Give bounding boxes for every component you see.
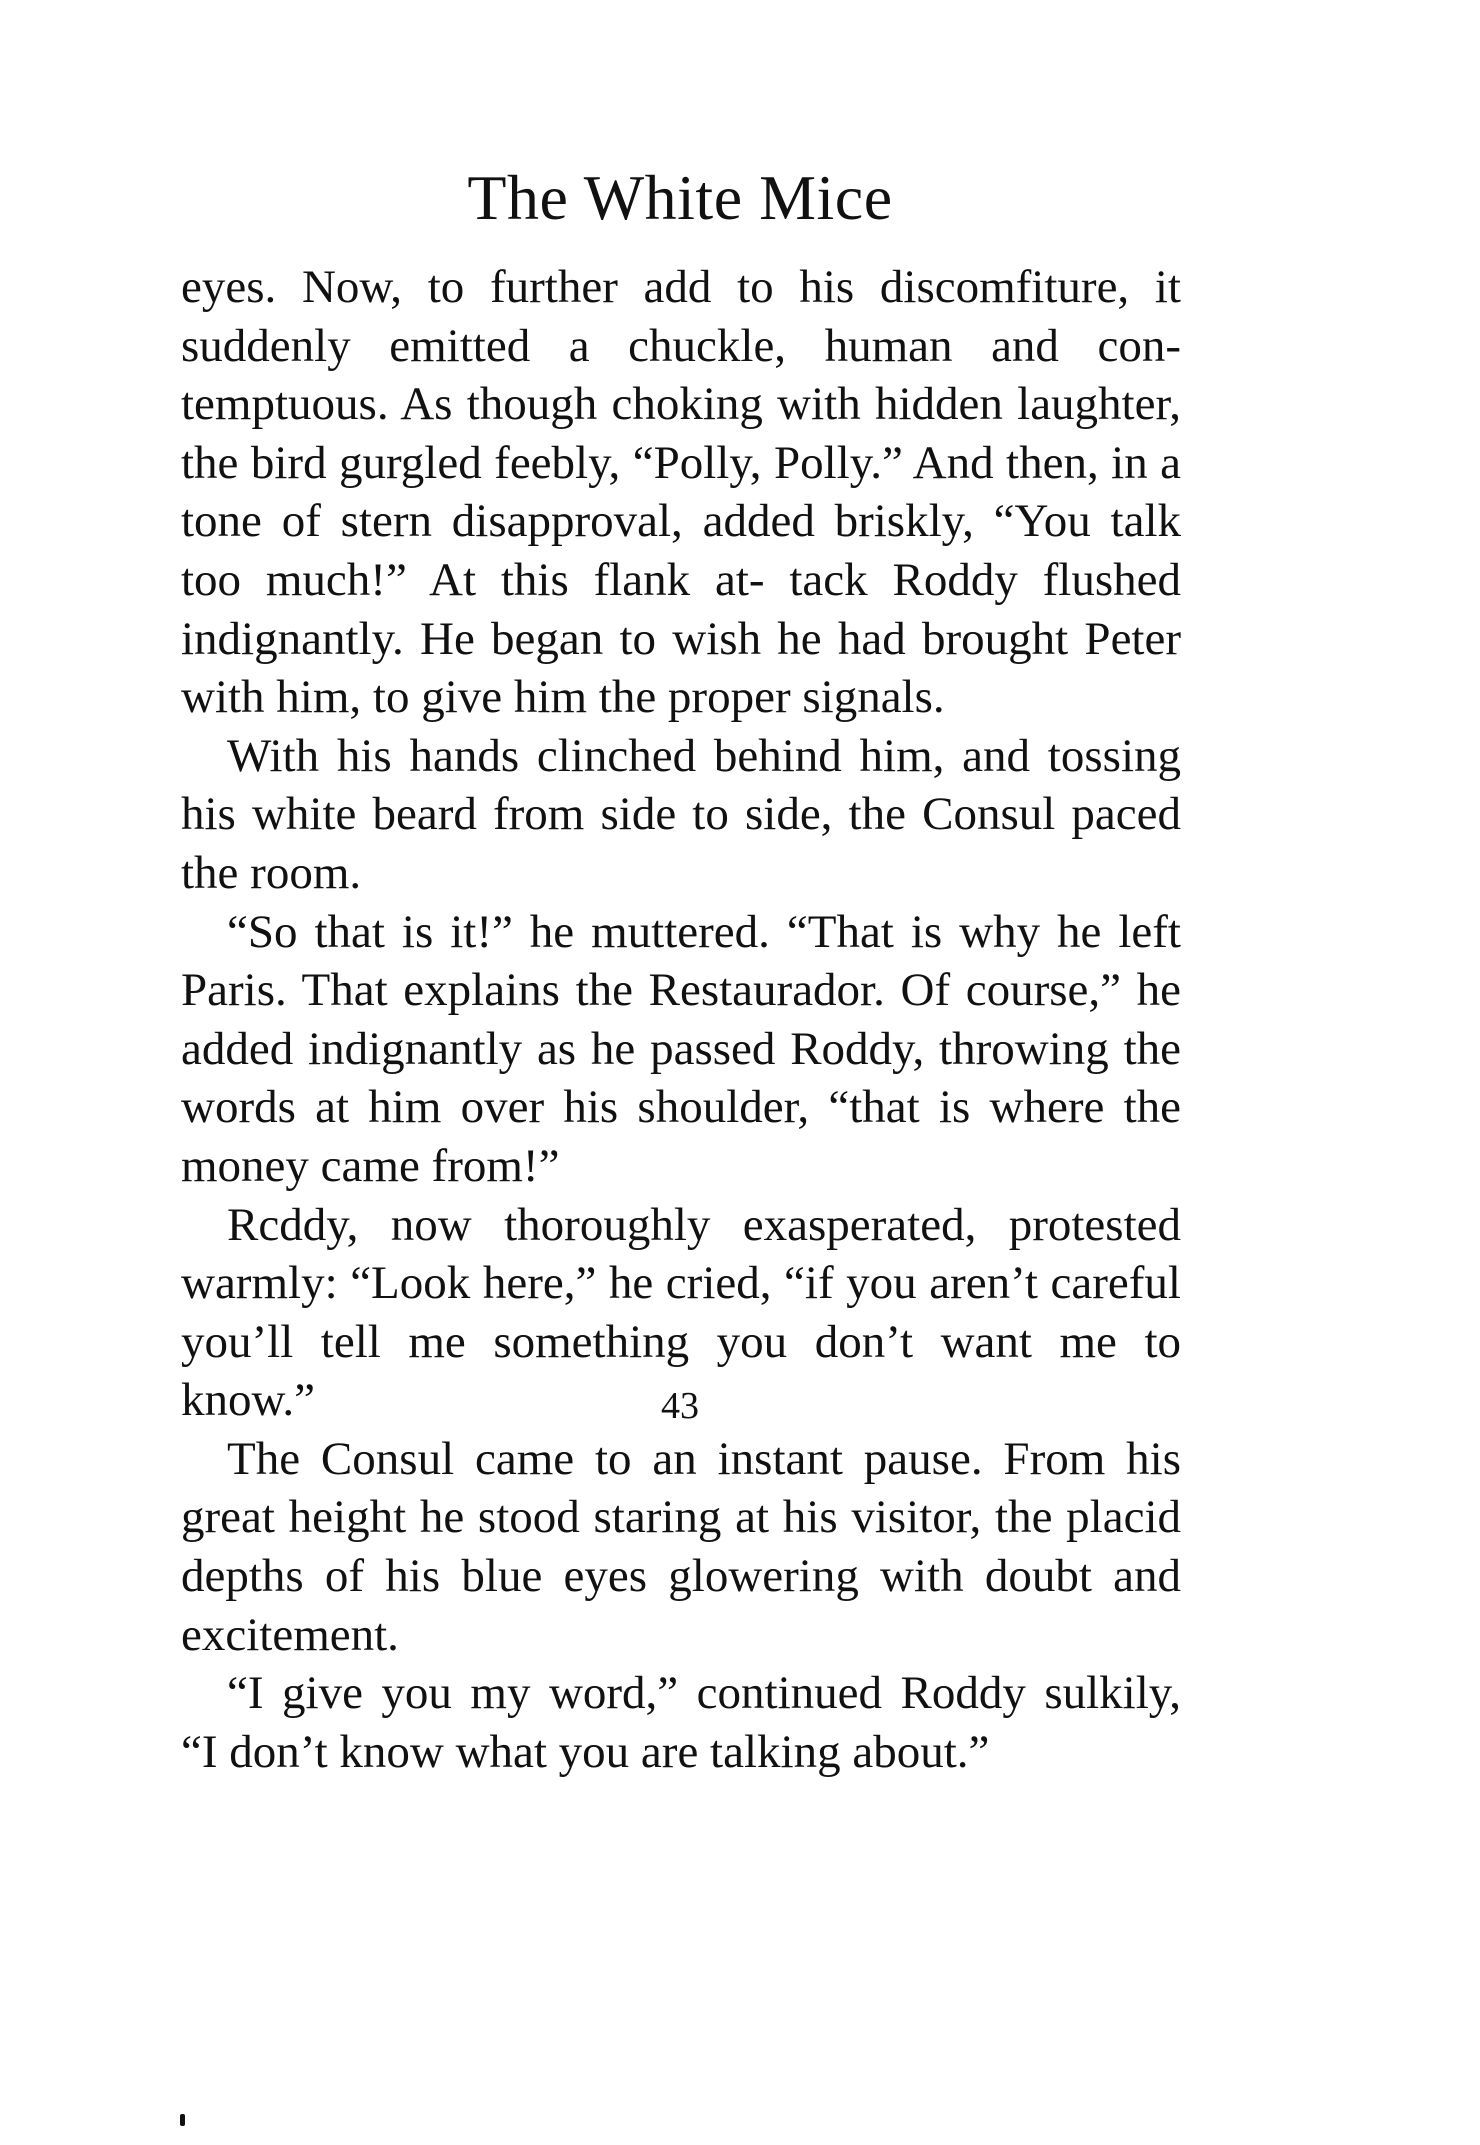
- running-head: The White Mice: [467, 162, 893, 233]
- paragraph: With his hands clinched behind him, and tossing his white beard from side to side, the Consul paced the room.: [181, 729, 1181, 899]
- paragraph: Rcddy, now thoroughly exasperated, protested warmly: “Look here,” he cried, “if you aren’t careful you’ll tell me something you don’t want me to know.”: [181, 1198, 1181, 1427]
- paragraph: “I give you my word,” continued Roddy sulkily, “I don’t know what you are talking about.”: [181, 1667, 1181, 1778]
- paragraph: “So that is it!” he muttered. “That is why he left Paris. That explains the Restaurador. Of course,” he added indignantly as he passed Roddy, throwing the words at him over his shoulder, “that is where the money came from!”: [181, 905, 1181, 1192]
- paragraph: eyes. Now, to further add to his discomfiture, it suddenly emitted a chuckle, human and con- temptuous. As though choking with hidden laughter, the bird gurgled feebly, “Polly, Polly.” And then, in a tone of stern disapproval, added briskly, “You talk too much!” At this flank at- tack Roddy flushed indignantly. He began to wish he had brought Peter with him, to give him the proper signals.: [181, 261, 1181, 724]
- body-text: [181, 258, 1181, 1781]
- page-number: 43: [661, 1385, 699, 1427]
- paragraph: The Consul came to an instant pause. From his great height he stood staring at his visitor, the placid depths of his blue eyes glowering with doubt and excitement.: [181, 1432, 1181, 1661]
- ink-speck: [180, 2114, 185, 2126]
